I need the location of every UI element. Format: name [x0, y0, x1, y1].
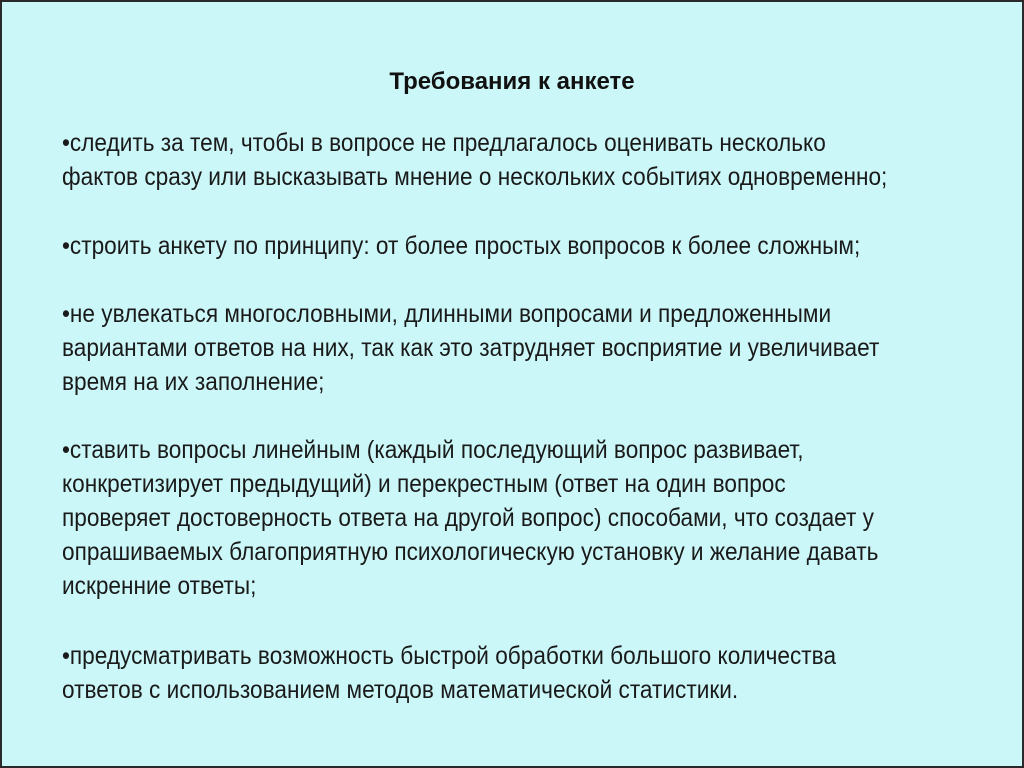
- requirement-line: опрашиваемых благоприятную психологическую установку и желание давать: [62, 538, 879, 566]
- slide-title: Требования к анкете: [389, 68, 635, 95]
- requirement-line: •не увлекаться многословными, длинными вопросами и предложенными: [62, 300, 832, 328]
- requirement-line: ответов с использованием методов математической статистики.: [62, 676, 739, 704]
- requirement-line: проверяет достоверность ответа на другой вопрос) способами, что создает у: [62, 504, 874, 532]
- requirement-line: конкретизирует предыдущий) и перекрестным (ответ на один вопрос: [62, 470, 786, 498]
- requirement-line: вариантами ответов на них, так как это затрудняет восприятие и увеличивает: [62, 334, 880, 362]
- requirement-line: •строить анкету по принципу: от более простых вопросов к более сложным;: [62, 232, 861, 260]
- requirement-line: время на их заполнение;: [62, 368, 325, 396]
- requirement-line: •предусматривать возможность быстрой обработки большого количества: [62, 642, 837, 670]
- requirement-line: •ставить вопросы линейным (каждый последующий вопрос развивает,: [62, 436, 804, 464]
- requirement-line: •следить за тем, чтобы в вопросе не предлагалось оценивать несколько: [62, 129, 826, 157]
- requirement-item-2: [62, 229, 922, 263]
- requirement-item-1: [62, 126, 922, 194]
- requirement-line: искренние ответы;: [62, 572, 257, 600]
- requirement-line: фактов сразу или высказывать мнение о нескольких событиях одновременно;: [62, 163, 888, 191]
- requirement-item-3: [62, 297, 922, 399]
- requirement-item-4: [62, 433, 922, 603]
- requirement-item-5: [62, 639, 922, 707]
